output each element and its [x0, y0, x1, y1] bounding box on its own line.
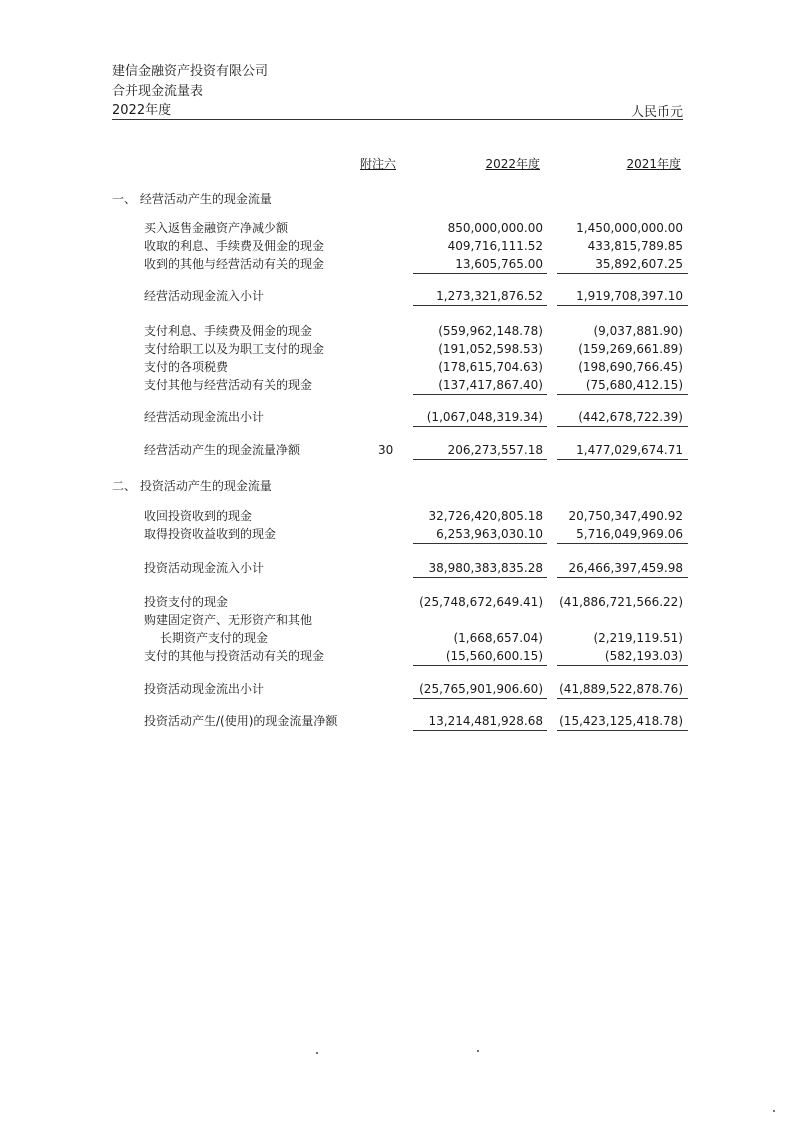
- row-label: 支付的各项税费: [144, 360, 229, 374]
- row-label: 支付的其他与投资活动有关的现金: [144, 649, 325, 663]
- value-2021: 433,815,789.85: [587, 239, 683, 253]
- table-row: [0, 322, 793, 340]
- year-2021-column-header: 2021年度: [626, 157, 681, 171]
- row-label: 投资活动现金流出小计: [144, 682, 265, 696]
- table-row: [0, 441, 793, 459]
- row-label: 收到的其他与经营活动有关的现金: [144, 257, 325, 271]
- value-2022: 6,253,963,030.10: [436, 527, 543, 541]
- total-rule: [557, 459, 688, 460]
- table-row: [0, 237, 793, 255]
- header-rule: [112, 119, 683, 120]
- table-row: [0, 525, 793, 543]
- row-label: 买入返售金融资产净减少额: [144, 221, 289, 235]
- subtotal-rule: [557, 273, 688, 274]
- row-label: 收回投资收到的现金: [144, 509, 253, 523]
- total-rule: [413, 730, 547, 731]
- subtotal-rule: [413, 273, 547, 274]
- row-label: 经营活动现金流出小计: [144, 410, 265, 424]
- value-2021: (15,423,125,418.78): [559, 714, 683, 728]
- row-label: 长期资产支付的现金: [160, 631, 269, 645]
- scan-speck: [773, 1110, 775, 1112]
- table-row: [0, 559, 793, 577]
- table-row: [0, 611, 793, 629]
- row-label: 收取的利息、手续费及佣金的现金: [144, 239, 325, 253]
- value-2022: (178,615,704.63): [438, 360, 543, 374]
- company-name: 建信金融资产投资有限公司: [112, 64, 269, 79]
- table-row: [0, 340, 793, 358]
- total-rule: [413, 459, 547, 460]
- table-row: [0, 647, 793, 665]
- statement-title: 合并现金流量表: [112, 84, 204, 99]
- value-2022: 206,273,557.18: [447, 443, 543, 457]
- value-2022: 38,980,383,835.28: [428, 561, 543, 575]
- subtotal-rule: [557, 543, 688, 544]
- value-2022: (25,748,672,649.41): [419, 595, 543, 609]
- value-2022: (191,052,598.53): [438, 342, 543, 356]
- subtotal-rule: [557, 577, 688, 578]
- subtotal-rule: [413, 426, 547, 427]
- value-2022: 1,273,321,876.52: [436, 289, 543, 303]
- subtotal-rule: [557, 305, 688, 306]
- row-label: 投资活动现金流入小计: [144, 561, 265, 575]
- subtotal-rule: [557, 698, 688, 699]
- subtotal-rule: [413, 305, 547, 306]
- table-row: [0, 358, 793, 376]
- note-column-header: 附注六: [360, 157, 397, 171]
- subtotal-rule: [557, 426, 688, 427]
- subtotal-rule: [557, 394, 688, 395]
- table-row: [0, 287, 793, 305]
- subtotal-rule: [413, 577, 547, 578]
- table-row: [0, 593, 793, 611]
- value-2022: (25,765,901,906.60): [419, 682, 543, 696]
- scan-speck: [316, 1052, 318, 1054]
- subtotal-rule: [413, 394, 547, 395]
- subtotal-rule: [413, 665, 547, 666]
- value-2021: 1,450,000,000.00: [576, 221, 683, 235]
- value-2021: 5,716,049,969.06: [576, 527, 683, 541]
- row-label: 投资支付的现金: [144, 595, 229, 609]
- table-row: [0, 680, 793, 698]
- value-2022: (15,560,600.15): [445, 649, 543, 663]
- subtotal-rule: [413, 543, 547, 544]
- value-2022: (137,417,867.40): [438, 378, 543, 392]
- value-2021: (442,678,722.39): [578, 410, 683, 424]
- table-row: [0, 712, 793, 730]
- row-label: 取得投资收益收到的现金: [144, 527, 277, 541]
- subtotal-rule: [413, 698, 547, 699]
- table-row: [0, 190, 793, 208]
- table-row: [0, 376, 793, 394]
- row-label: 购建固定资产、无形资产和其他: [144, 613, 313, 627]
- value-2022: 850,000,000.00: [447, 221, 543, 235]
- currency-label: 人民币元: [630, 105, 683, 120]
- year-2022-column-header: 2022年度: [485, 157, 540, 171]
- value-2022: (559,962,148.78): [438, 324, 543, 338]
- period-label: 2022年度: [112, 103, 172, 118]
- row-label: 支付其他与经营活动有关的现金: [144, 378, 313, 392]
- value-2021: (75,680,412.15): [585, 378, 683, 392]
- table-row: [0, 477, 793, 495]
- value-2021: 1,477,029,674.71: [576, 443, 683, 457]
- value-2021: (9,037,881.90): [593, 324, 683, 338]
- total-rule: [557, 730, 688, 731]
- table-row: [0, 219, 793, 237]
- value-2022: (1,668,657.04): [453, 631, 543, 645]
- note-ref: 30: [378, 443, 394, 457]
- value-2022: 13,605,765.00: [455, 257, 543, 271]
- value-2021: (41,889,522,878.76): [559, 682, 683, 696]
- table-row: [0, 629, 793, 647]
- row-label: 二、 投资活动产生的现金流量: [112, 479, 272, 493]
- value-2021: 20,750,347,490.92: [568, 509, 683, 523]
- row-label: 经营活动现金流入小计: [144, 289, 265, 303]
- scan-speck: [477, 1050, 479, 1052]
- value-2022: 13,214,481,928.68: [428, 714, 543, 728]
- value-2022: 409,716,111.52: [447, 239, 543, 253]
- row-label: 支付利息、手续费及佣金的现金: [144, 324, 313, 338]
- table-row: [0, 507, 793, 525]
- row-label: 一、 经营活动产生的现金流量: [112, 192, 272, 206]
- value-2021: 26,466,397,459.98: [568, 561, 683, 575]
- value-2021: (198,690,766.45): [578, 360, 683, 374]
- value-2021: 35,892,607.25: [595, 257, 683, 271]
- value-2021: 1,919,708,397.10: [576, 289, 683, 303]
- row-label: 投资活动产生/(使用)的现金流量净额: [144, 714, 338, 728]
- subtotal-rule: [557, 665, 688, 666]
- value-2021: (159,269,661.89): [578, 342, 683, 356]
- table-row: [0, 408, 793, 426]
- row-label: 支付给职工以及为职工支付的现金: [144, 342, 325, 356]
- value-2022: (1,067,048,319.34): [426, 410, 543, 424]
- value-2021: (41,886,721,566.22): [559, 595, 683, 609]
- row-label: 经营活动产生的现金流量净额: [144, 443, 301, 457]
- table-row: [0, 255, 793, 273]
- value-2021: (582,193.03): [604, 649, 683, 663]
- value-2022: 32,726,420,805.18: [428, 509, 543, 523]
- value-2021: (2,219,119.51): [593, 631, 683, 645]
